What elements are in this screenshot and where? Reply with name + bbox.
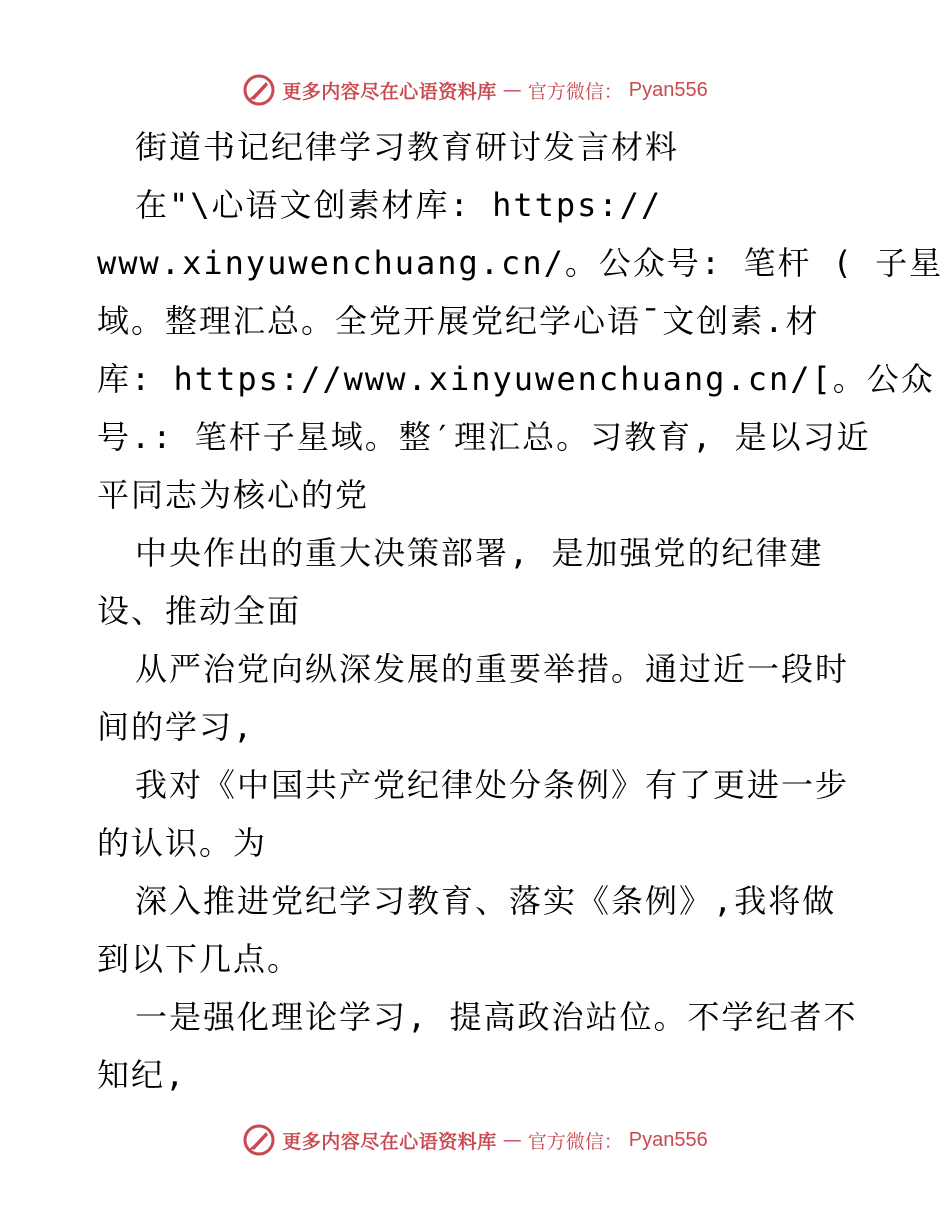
paragraph-line: www.xinyuwenchuang.cn/。公众号: 笔杆 ( 子星 <box>97 244 944 282</box>
banner-main-text: 更多内容尽在心语资料库 <box>282 80 497 103</box>
paragraph-line: 平同志为核心的党 <box>97 476 370 514</box>
banner-wechat-id: Pyan556 <box>628 1128 708 1151</box>
quill-logo-icon <box>242 73 276 107</box>
paragraph-line: 知纪, <box>97 1056 187 1094</box>
banner-wechat-id: Pyan556 <box>628 78 708 101</box>
document-body <box>97 118 944 1104</box>
document-title: 街道书记纪律学习教育研讨发言材料 <box>135 128 680 166</box>
banner-separator: — <box>502 1129 522 1151</box>
paragraph-line: 我对《中国共产党纪律处分条例》有了更进一步 <box>135 766 850 804</box>
paragraph-line: 从严治党向纵深发展的重要举措。通过近一段时 <box>135 650 850 688</box>
paragraph-line: 域。整理汇总。全党开展党纪学心语¯文创素.材 <box>97 302 820 340</box>
paragraph-line: 到以下几点。 <box>97 940 302 978</box>
paragraph-line: 号.: 笔杆子星域。整′理汇总。习教育, 是以习近 <box>97 418 871 456</box>
paragraph-line: 在"\心语文创素材库: https:// <box>135 186 663 224</box>
banner-wechat-label: 官方微信： <box>527 80 623 103</box>
paragraph-line: 深入推进党纪学习教育、落实《条例》,我将做 <box>135 882 837 920</box>
footer-banner <box>0 1120 950 1160</box>
banner-main-text: 更多内容尽在心语资料库 <box>282 1130 497 1153</box>
header-banner <box>0 70 950 110</box>
paragraph-line: 设、推动全面 <box>97 592 302 630</box>
paragraph-line: 库: https://www.xinyuwenchuang.cn/[。公众 <box>97 360 935 398</box>
paragraph-line: 间的学习, <box>97 708 255 746</box>
paragraph-line: 的认识。为 <box>97 824 268 862</box>
paragraph-line: 一是强化理论学习, 提高政治站位。不学纪者不 <box>135 998 858 1036</box>
quill-logo-icon <box>242 1123 276 1157</box>
paragraph-line: 中央作出的重大决策部署, 是加强党的纪律建 <box>135 534 824 572</box>
banner-wechat-label: 官方微信： <box>527 1130 623 1153</box>
banner-separator: — <box>502 79 522 101</box>
